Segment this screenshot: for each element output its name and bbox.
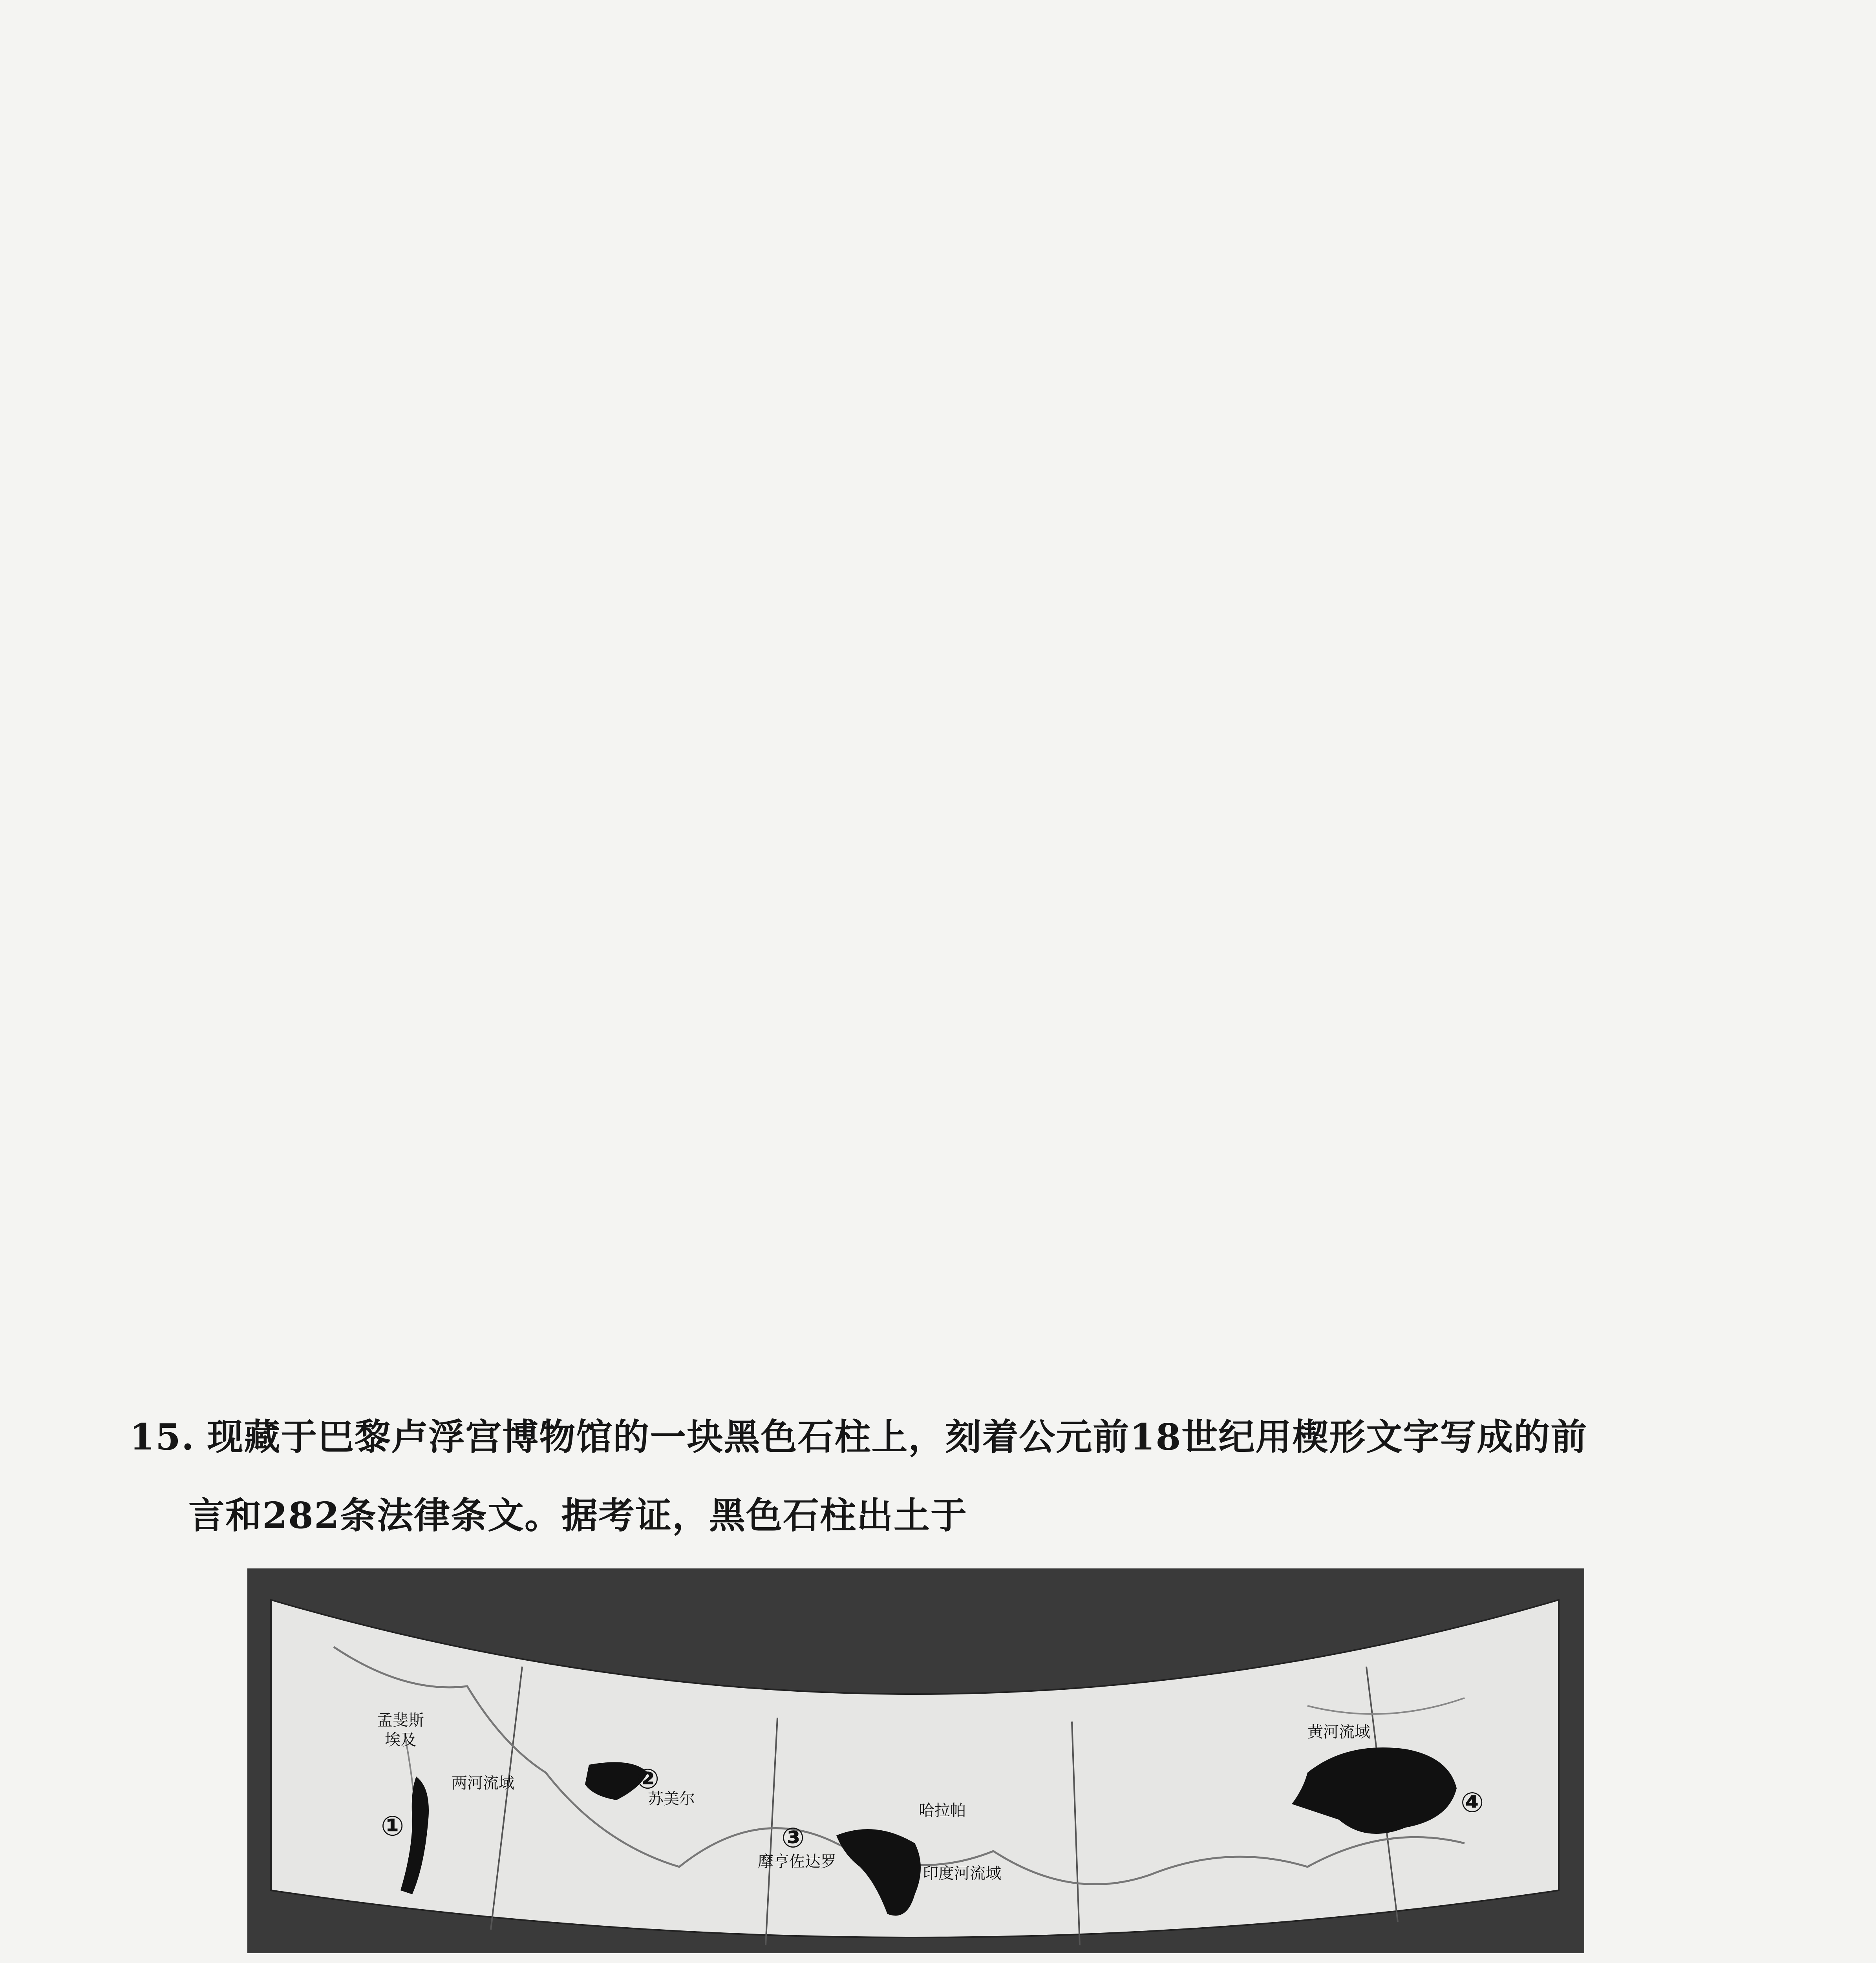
ancient-civilizations-map bbox=[247, 1568, 1584, 1953]
label-memphis: 孟斐斯 bbox=[377, 1711, 424, 1729]
label-mohenjo: 摩亨佐达罗 bbox=[758, 1853, 836, 1871]
label-mesopotamia: 两河流域 bbox=[452, 1774, 514, 1792]
label-sumer: 苏美尔 bbox=[648, 1790, 695, 1808]
label-indus: 印度河流域 bbox=[923, 1864, 1001, 1883]
q15-line-1 bbox=[130, 1413, 1587, 1461]
q15-number: 15. bbox=[130, 1416, 195, 1458]
map-figure bbox=[247, 1568, 1584, 1953]
label-harappa: 哈拉帕 bbox=[919, 1802, 966, 1820]
q15-stem-line2: 言和282条法律条文。据考证，黑色石柱出土于 bbox=[188, 1494, 968, 1537]
marker-2: ② bbox=[636, 1763, 660, 1795]
marker-3: ③ bbox=[781, 1822, 805, 1854]
label-egypt: 埃及 bbox=[385, 1731, 416, 1749]
marker-1: ① bbox=[381, 1810, 404, 1842]
q15-stem-line1: 现藏于巴黎卢浮宫博物馆的一块黑色石柱上，刻着公元前18世纪用楔形文字写成的前 bbox=[207, 1416, 1588, 1458]
marker-4: ④ bbox=[1461, 1786, 1484, 1819]
label-yellow-river: 黄河流域 bbox=[1307, 1723, 1370, 1741]
